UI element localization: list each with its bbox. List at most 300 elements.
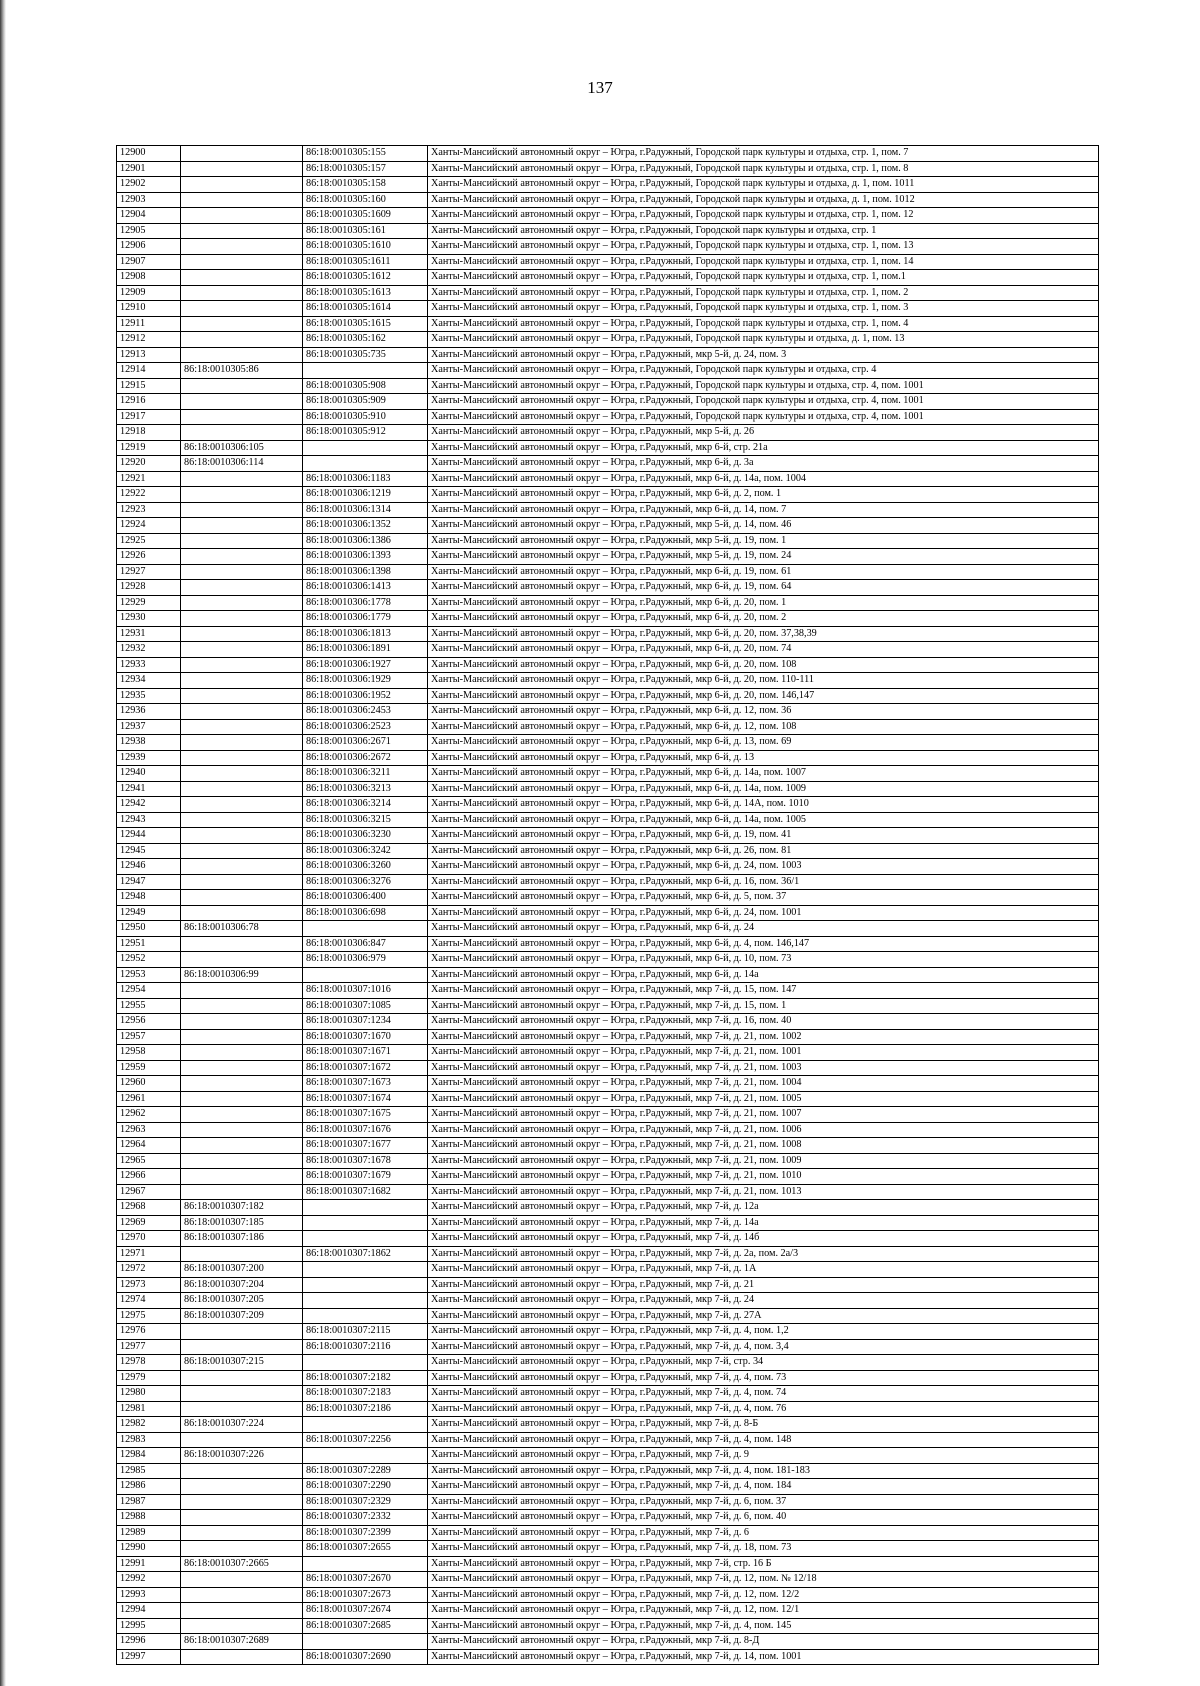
row-number-cell: 12913 <box>117 347 181 363</box>
address-cell: Ханты-Мансийский автономный округ – Югра, г.Радужный, мкр 6-й, д. 19, пом. 41 <box>428 828 1099 844</box>
address-cell: Ханты-Мансийский автономный округ – Югра, г.Радужный, мкр 7-й, д. 14б <box>428 1231 1099 1247</box>
object-cadastral-number-cell: 86:18:0010306:400 <box>303 890 428 906</box>
cadastral-number-cell: 86:18:0010307:204 <box>181 1277 303 1293</box>
row-number-cell: 12921 <box>117 471 181 487</box>
address-cell: Ханты-Мансийский автономный округ – Югра, г.Радужный, мкр 7-й, д. 21, пом. 1005 <box>428 1091 1099 1107</box>
row-number-cell: 12937 <box>117 719 181 735</box>
table-row <box>117 673 1099 689</box>
address-cell: Ханты-Мансийский автономный округ – Югра, г.Радужный, мкр 6-й, д. 20, пом. 108 <box>428 657 1099 673</box>
table-row <box>117 146 1099 162</box>
address-cell: Ханты-Мансийский автономный округ – Югра, г.Радужный, мкр 7-й, д. 6, пом. 37 <box>428 1494 1099 1510</box>
cadastral-number-cell <box>181 1510 303 1526</box>
row-number-cell: 12975 <box>117 1308 181 1324</box>
row-number-cell: 12930 <box>117 611 181 627</box>
address-cell: Ханты-Мансийский автономный округ – Югра, г.Радужный, мкр 7-й, д. 21, пом. 1004 <box>428 1076 1099 1092</box>
cadastral-number-cell <box>181 1339 303 1355</box>
row-number-cell: 12946 <box>117 859 181 875</box>
cadastral-number-cell <box>181 1184 303 1200</box>
row-number-cell: 12933 <box>117 657 181 673</box>
cadastral-number-cell <box>181 301 303 317</box>
table-row <box>117 1634 1099 1650</box>
address-cell: Ханты-Мансийский автономный округ – Югра, г.Радужный, мкр 6-й, д. 14А, пом. 1010 <box>428 797 1099 813</box>
table-row <box>117 1293 1099 1309</box>
address-cell: Ханты-Мансийский автономный округ – Югра, г.Радужный, мкр 7-й, д. 14, пом. 1001 <box>428 1649 1099 1665</box>
address-cell: Ханты-Мансийский автономный округ – Югра, г.Радужный, мкр 7-й, д. 14а <box>428 1215 1099 1231</box>
table-row <box>117 1262 1099 1278</box>
address-cell: Ханты-Мансийский автономный округ – Югра, г.Радужный, мкр 6-й, д. 4, пом. 146,147 <box>428 936 1099 952</box>
cadastral-number-cell <box>181 1541 303 1557</box>
row-number-cell: 12979 <box>117 1370 181 1386</box>
table-row <box>117 1525 1099 1541</box>
object-cadastral-number-cell: 86:18:0010305:912 <box>303 425 428 441</box>
table-row <box>117 967 1099 983</box>
row-number-cell: 12909 <box>117 285 181 301</box>
table-row <box>117 518 1099 534</box>
cadastral-number-cell <box>181 1138 303 1154</box>
address-cell: Ханты-Мансийский автономный округ – Югра, г.Радужный, мкр 6-й, д. 20, пом. 37,38,39 <box>428 626 1099 642</box>
table-row <box>117 1246 1099 1262</box>
row-number-cell: 12970 <box>117 1231 181 1247</box>
table-row <box>117 440 1099 456</box>
address-cell: Ханты-Мансийский автономный округ – Югра, г.Радужный, мкр 6-й, д. 14а, пом. 1004 <box>428 471 1099 487</box>
row-number-cell: 12990 <box>117 1541 181 1557</box>
cadastral-number-cell <box>181 316 303 332</box>
object-cadastral-number-cell: 86:18:0010307:1670 <box>303 1029 428 1045</box>
table-row <box>117 735 1099 751</box>
table-row <box>117 1603 1099 1619</box>
address-cell: Ханты-Мансийский автономный округ – Югра, г.Радужный, мкр 7-й, д. 21, пом. 1006 <box>428 1122 1099 1138</box>
row-number-cell: 12981 <box>117 1401 181 1417</box>
row-number-cell: 12916 <box>117 394 181 410</box>
row-number-cell: 12972 <box>117 1262 181 1278</box>
address-cell: Ханты-Мансийский автономный округ – Югра, г.Радужный, мкр 7-й, д. 21, пом. 1009 <box>428 1153 1099 1169</box>
table-row <box>117 1510 1099 1526</box>
address-cell: Ханты-Мансийский автономный округ – Югра, г.Радужный, мкр 5-й, д. 19, пом. 24 <box>428 549 1099 565</box>
table-row <box>117 223 1099 239</box>
row-number-cell: 12982 <box>117 1417 181 1433</box>
row-number-cell: 12987 <box>117 1494 181 1510</box>
table-row <box>117 936 1099 952</box>
row-number-cell: 12938 <box>117 735 181 751</box>
table-row <box>117 890 1099 906</box>
address-cell: Ханты-Мансийский автономный округ – Югра, г.Радужный, мкр 6-й, д. 2, пом. 1 <box>428 487 1099 503</box>
row-number-cell: 12917 <box>117 409 181 425</box>
row-number-cell: 12961 <box>117 1091 181 1107</box>
object-cadastral-number-cell: 86:18:0010307:1675 <box>303 1107 428 1123</box>
address-cell: Ханты-Мансийский автономный округ – Югра, г.Радужный, мкр 5-й, д. 14, пом. 46 <box>428 518 1099 534</box>
table-row <box>117 1277 1099 1293</box>
table-row <box>117 1587 1099 1603</box>
address-cell: Ханты-Мансийский автономный округ – Югра, г.Радужный, мкр 7-й, д. 12а <box>428 1200 1099 1216</box>
table-row <box>117 1355 1099 1371</box>
table-row <box>117 626 1099 642</box>
table-row <box>117 1370 1099 1386</box>
object-cadastral-number-cell <box>303 1355 428 1371</box>
row-number-cell: 12959 <box>117 1060 181 1076</box>
address-cell: Ханты-Мансийский автономный округ – Югра, г.Радужный, мкр 6-й, д. 3а <box>428 456 1099 472</box>
address-cell: Ханты-Мансийский автономный округ – Югра, г.Радужный, мкр 6-й, д. 13 <box>428 750 1099 766</box>
row-number-cell: 12905 <box>117 223 181 239</box>
row-number-cell: 12983 <box>117 1432 181 1448</box>
object-cadastral-number-cell: 86:18:0010305:155 <box>303 146 428 162</box>
row-number-cell: 12985 <box>117 1463 181 1479</box>
table-row <box>117 239 1099 255</box>
table-row <box>117 704 1099 720</box>
row-number-cell: 12980 <box>117 1386 181 1402</box>
address-cell: Ханты-Мансийский автономный округ – Югра, г.Радужный, мкр 7-й, д. 1А <box>428 1262 1099 1278</box>
address-cell: Ханты-Мансийский автономный округ – Югра, г.Радужный, мкр 7-й, д. 2а, пом. 2а/3 <box>428 1246 1099 1262</box>
address-cell: Ханты-Мансийский автономный округ – Югра, г.Радужный, мкр 6-й, д. 20, пом. 2 <box>428 611 1099 627</box>
row-number-cell: 12920 <box>117 456 181 472</box>
row-number-cell: 12984 <box>117 1448 181 1464</box>
object-cadastral-number-cell: 86:18:0010307:2289 <box>303 1463 428 1479</box>
row-number-cell: 12941 <box>117 781 181 797</box>
row-number-cell: 12986 <box>117 1479 181 1495</box>
object-cadastral-number-cell: 86:18:0010306:1927 <box>303 657 428 673</box>
table-row <box>117 1014 1099 1030</box>
cadastral-number-cell <box>181 781 303 797</box>
cadastral-number-cell <box>181 828 303 844</box>
row-number-cell: 12912 <box>117 332 181 348</box>
object-cadastral-number-cell: 86:18:0010306:1413 <box>303 580 428 596</box>
row-number-cell: 12906 <box>117 239 181 255</box>
table-row <box>117 1122 1099 1138</box>
cadastral-number-cell <box>181 859 303 875</box>
cadastral-number-cell <box>181 254 303 270</box>
table-row <box>117 301 1099 317</box>
address-cell: Ханты-Мансийский автономный округ – Югра, г.Радужный, мкр 6-й, д. 20, пом. 146,147 <box>428 688 1099 704</box>
cadastral-number-cell <box>181 1494 303 1510</box>
cadastral-number-cell <box>181 580 303 596</box>
cadastral-number-cell <box>181 1060 303 1076</box>
row-number-cell: 12903 <box>117 192 181 208</box>
row-number-cell: 12924 <box>117 518 181 534</box>
cadastral-number-cell <box>181 1370 303 1386</box>
object-cadastral-number-cell <box>303 1231 428 1247</box>
row-number-cell: 12911 <box>117 316 181 332</box>
row-number-cell: 12988 <box>117 1510 181 1526</box>
table-row <box>117 254 1099 270</box>
address-cell: Ханты-Мансийский автономный округ – Югра, г.Радужный, Городской парк культуры и отдыха, стр. 1 <box>428 223 1099 239</box>
address-cell: Ханты-Мансийский автономный округ – Югра, г.Радужный, мкр 7-й, д. 24 <box>428 1293 1099 1309</box>
row-number-cell: 12971 <box>117 1246 181 1262</box>
table-row <box>117 719 1099 735</box>
object-cadastral-number-cell <box>303 1448 428 1464</box>
address-cell: Ханты-Мансийский автономный округ – Югра, г.Радужный, мкр 5-й, д. 24, пом. 3 <box>428 347 1099 363</box>
table-row <box>117 161 1099 177</box>
address-cell: Ханты-Мансийский автономный округ – Югра, г.Радужный, мкр 6-й, д. 16, пом. 36/1 <box>428 874 1099 890</box>
table-row <box>117 859 1099 875</box>
table-row <box>117 642 1099 658</box>
object-cadastral-number-cell: 86:18:0010307:1676 <box>303 1122 428 1138</box>
row-number-cell: 12904 <box>117 208 181 224</box>
table-row <box>117 1138 1099 1154</box>
address-cell: Ханты-Мансийский автономный округ – Югра, г.Радужный, мкр 7-й, д. 4, пом. 181-183 <box>428 1463 1099 1479</box>
row-number-cell: 12994 <box>117 1603 181 1619</box>
cadastral-number-cell <box>181 843 303 859</box>
object-cadastral-number-cell: 86:18:0010305:161 <box>303 223 428 239</box>
address-cell: Ханты-Мансийский автономный округ – Югра, г.Радужный, Городской парк культуры и отдыха, стр. 1, пом. 7 <box>428 146 1099 162</box>
table-row <box>117 471 1099 487</box>
cadastral-number-cell: 86:18:0010306:114 <box>181 456 303 472</box>
object-cadastral-number-cell: 86:18:0010307:2685 <box>303 1618 428 1634</box>
address-cell: Ханты-Мансийский автономный округ – Югра, г.Радужный, мкр 6-й, д. 24, пом. 1003 <box>428 859 1099 875</box>
address-cell: Ханты-Мансийский автономный округ – Югра, г.Радужный, мкр 6-й, д. 14а, пом. 1007 <box>428 766 1099 782</box>
table-row <box>117 1324 1099 1340</box>
cadastral-number-cell <box>181 642 303 658</box>
address-cell: Ханты-Мансийский автономный округ – Югра, г.Радужный, мкр 7-й, д. 21, пом. 1002 <box>428 1029 1099 1045</box>
address-cell: Ханты-Мансийский автономный округ – Югра, г.Радужный, мкр 6-й, д. 10, пом. 73 <box>428 952 1099 968</box>
cadastral-number-cell <box>181 998 303 1014</box>
address-cell: Ханты-Мансийский автономный округ – Югра, г.Радужный, мкр 6-й, д. 24 <box>428 921 1099 937</box>
object-cadastral-number-cell: 86:18:0010307:2256 <box>303 1432 428 1448</box>
cadastral-number-cell <box>181 332 303 348</box>
object-cadastral-number-cell <box>303 1293 428 1309</box>
cadastral-number-cell: 86:18:0010307:224 <box>181 1417 303 1433</box>
row-number-cell: 12954 <box>117 983 181 999</box>
row-number-cell: 12966 <box>117 1169 181 1185</box>
cadastral-number-cell <box>181 595 303 611</box>
row-number-cell: 12940 <box>117 766 181 782</box>
object-cadastral-number-cell <box>303 1277 428 1293</box>
object-cadastral-number-cell: 86:18:0010307:2290 <box>303 1479 428 1495</box>
row-number-cell: 12956 <box>117 1014 181 1030</box>
cadastral-number-cell <box>181 1432 303 1448</box>
cadastral-number-cell <box>181 936 303 952</box>
object-cadastral-number-cell <box>303 363 428 379</box>
cadastral-number-cell <box>181 1618 303 1634</box>
row-number-cell: 12957 <box>117 1029 181 1045</box>
row-number-cell: 12950 <box>117 921 181 937</box>
object-cadastral-number-cell: 86:18:0010305:1611 <box>303 254 428 270</box>
row-number-cell: 12989 <box>117 1525 181 1541</box>
cadastral-number-cell <box>181 874 303 890</box>
address-cell: Ханты-Мансийский автономный округ – Югра, г.Радужный, мкр 5-й, д. 19, пом. 1 <box>428 533 1099 549</box>
table-row <box>117 1386 1099 1402</box>
row-number-cell: 12944 <box>117 828 181 844</box>
table-row <box>117 487 1099 503</box>
table-row <box>117 1479 1099 1495</box>
table-row <box>117 316 1099 332</box>
row-number-cell: 12915 <box>117 378 181 394</box>
object-cadastral-number-cell: 86:18:0010307:1682 <box>303 1184 428 1200</box>
table-row <box>117 1045 1099 1061</box>
cadastral-number-cell <box>181 611 303 627</box>
row-number-cell: 12995 <box>117 1618 181 1634</box>
object-cadastral-number-cell: 86:18:0010305:162 <box>303 332 428 348</box>
cadastral-number-cell <box>181 1107 303 1123</box>
cadastral-number-cell: 86:18:0010307:205 <box>181 1293 303 1309</box>
object-cadastral-number-cell: 86:18:0010306:1779 <box>303 611 428 627</box>
table-row <box>117 828 1099 844</box>
row-number-cell: 12907 <box>117 254 181 270</box>
table-row <box>117 564 1099 580</box>
object-cadastral-number-cell: 86:18:0010306:1393 <box>303 549 428 565</box>
address-cell: Ханты-Мансийский автономный округ – Югра, г.Радужный, мкр 7-й, д. 6, пом. 40 <box>428 1510 1099 1526</box>
table-row <box>117 921 1099 937</box>
object-cadastral-number-cell: 86:18:0010307:1679 <box>303 1169 428 1185</box>
row-number-cell: 12947 <box>117 874 181 890</box>
cadastral-number-cell: 86:18:0010305:86 <box>181 363 303 379</box>
table-row <box>117 1184 1099 1200</box>
cadastral-number-cell <box>181 223 303 239</box>
row-number-cell: 12932 <box>117 642 181 658</box>
address-cell: Ханты-Мансийский автономный округ – Югра, г.Радужный, мкр 7-й, д. 12, пом. 12/1 <box>428 1603 1099 1619</box>
address-cell: Ханты-Мансийский автономный округ – Югра, г.Радужный, мкр 6-й, д. 14а, пом. 1005 <box>428 812 1099 828</box>
object-cadastral-number-cell: 86:18:0010306:1929 <box>303 673 428 689</box>
row-number-cell: 12936 <box>117 704 181 720</box>
table-row <box>117 750 1099 766</box>
object-cadastral-number-cell: 86:18:0010306:2671 <box>303 735 428 751</box>
cadastral-number-cell <box>181 1572 303 1588</box>
cadastral-number-cell <box>181 673 303 689</box>
object-cadastral-number-cell: 86:18:0010307:1674 <box>303 1091 428 1107</box>
cadastral-number-cell <box>181 983 303 999</box>
address-cell: Ханты-Мансийский автономный округ – Югра, г.Радужный, мкр 7-й, стр. 16 Б <box>428 1556 1099 1572</box>
table-row <box>117 595 1099 611</box>
table-row <box>117 797 1099 813</box>
row-number-cell: 12927 <box>117 564 181 580</box>
table-row <box>117 347 1099 363</box>
object-cadastral-number-cell: 86:18:0010306:3260 <box>303 859 428 875</box>
cadastral-number-cell <box>181 1324 303 1340</box>
table-row <box>117 688 1099 704</box>
table-row <box>117 285 1099 301</box>
cadastral-number-cell <box>181 1246 303 1262</box>
address-cell: Ханты-Мансийский автономный округ – Югра, г.Радужный, мкр 6-й, д. 14а, пом. 1009 <box>428 781 1099 797</box>
table-row <box>117 580 1099 596</box>
object-cadastral-number-cell: 86:18:0010307:1671 <box>303 1045 428 1061</box>
object-cadastral-number-cell: 86:18:0010306:3211 <box>303 766 428 782</box>
cadastral-number-cell <box>181 1401 303 1417</box>
cadastral-number-cell: 86:18:0010307:200 <box>181 1262 303 1278</box>
table-row <box>117 1200 1099 1216</box>
cadastral-number-cell <box>181 905 303 921</box>
cadastral-number-cell <box>181 239 303 255</box>
row-number-cell: 12935 <box>117 688 181 704</box>
page-number: 137 <box>587 78 613 97</box>
table-row <box>117 192 1099 208</box>
object-cadastral-number-cell: 86:18:0010306:3214 <box>303 797 428 813</box>
object-cadastral-number-cell: 86:18:0010306:3276 <box>303 874 428 890</box>
table-row <box>117 363 1099 379</box>
address-cell: Ханты-Мансийский автономный округ – Югра, г.Радужный, мкр 7-й, д. 8-Д <box>428 1634 1099 1650</box>
table-row <box>117 394 1099 410</box>
address-cell: Ханты-Мансийский автономный округ – Югра, г.Радужный, мкр 7-й, д. 15, пом. 147 <box>428 983 1099 999</box>
object-cadastral-number-cell <box>303 456 428 472</box>
object-cadastral-number-cell: 86:18:0010307:1673 <box>303 1076 428 1092</box>
address-cell: Ханты-Мансийский автономный округ – Югра, г.Радужный, мкр 7-й, д. 21, пом. 1003 <box>428 1060 1099 1076</box>
row-number-cell: 12945 <box>117 843 181 859</box>
cadastral-number-cell <box>181 192 303 208</box>
address-cell: Ханты-Мансийский автономный округ – Югра, г.Радужный, мкр 7-й, д. 21, пом. 1013 <box>428 1184 1099 1200</box>
cadastral-number-cell <box>181 1122 303 1138</box>
row-number-cell: 12991 <box>117 1556 181 1572</box>
table-row <box>117 409 1099 425</box>
address-cell: Ханты-Мансийский автономный округ – Югра, г.Радужный, мкр 7-й, д. 21, пом. 1008 <box>428 1138 1099 1154</box>
cadastral-number-cell <box>181 409 303 425</box>
cadastral-number-cell <box>181 502 303 518</box>
object-cadastral-number-cell: 86:18:0010307:2399 <box>303 1525 428 1541</box>
cadastral-number-cell <box>181 177 303 193</box>
row-number-cell: 12997 <box>117 1649 181 1665</box>
row-number-cell: 12918 <box>117 425 181 441</box>
cadastral-number-cell <box>181 208 303 224</box>
object-cadastral-number-cell <box>303 1262 428 1278</box>
address-cell: Ханты-Мансийский автономный округ – Югра, г.Радужный, мкр 6-й, д. 19, пом. 64 <box>428 580 1099 596</box>
table-row <box>117 983 1099 999</box>
row-number-cell: 12974 <box>117 1293 181 1309</box>
row-number-cell: 12993 <box>117 1587 181 1603</box>
address-cell: Ханты-Мансийский автономный округ – Югра, г.Радужный, мкр 7-й, д. 4, пом. 1,2 <box>428 1324 1099 1340</box>
cadastral-number-cell: 86:18:0010307:2665 <box>181 1556 303 1572</box>
object-cadastral-number-cell: 86:18:0010307:2183 <box>303 1386 428 1402</box>
address-cell: Ханты-Мансийский автономный округ – Югра, г.Радужный, Городской парк культуры и отдыха, стр. 1, пом.1 <box>428 270 1099 286</box>
object-cadastral-number-cell: 86:18:0010306:698 <box>303 905 428 921</box>
table-row <box>117 905 1099 921</box>
table-row <box>117 1572 1099 1588</box>
cadastral-number-cell <box>181 766 303 782</box>
row-number-cell: 12914 <box>117 363 181 379</box>
address-cell: Ханты-Мансийский автономный округ – Югра, г.Радужный, мкр 6-й, д. 14а <box>428 967 1099 983</box>
address-cell: Ханты-Мансийский автономный округ – Югра, г.Радужный, Городской парк культуры и отдыха, стр. 1, пом. 8 <box>428 161 1099 177</box>
address-cell: Ханты-Мансийский автономный округ – Югра, г.Радужный, мкр 7-й, д. 6 <box>428 1525 1099 1541</box>
address-cell: Ханты-Мансийский автономный округ – Югра, г.Радужный, мкр 7-й, д. 4, пом. 145 <box>428 1618 1099 1634</box>
row-number-cell: 12925 <box>117 533 181 549</box>
object-cadastral-number-cell: 86:18:0010307:2332 <box>303 1510 428 1526</box>
address-cell: Ханты-Мансийский автономный округ – Югра, г.Радужный, мкр 6-й, д. 26, пом. 81 <box>428 843 1099 859</box>
object-cadastral-number-cell <box>303 1417 428 1433</box>
address-cell: Ханты-Мансийский автономный округ – Югра, г.Радужный, мкр 7-й, д. 4, пом. 148 <box>428 1432 1099 1448</box>
cadastral-number-cell <box>181 704 303 720</box>
object-cadastral-number-cell: 86:18:0010305:160 <box>303 192 428 208</box>
cadastral-number-cell: 86:18:0010306:105 <box>181 440 303 456</box>
object-cadastral-number-cell <box>303 1556 428 1572</box>
object-cadastral-number-cell: 86:18:0010305:908 <box>303 378 428 394</box>
address-cell: Ханты-Мансийский автономный округ – Югра, г.Радужный, мкр 7-й, д. 12, пом. 12/2 <box>428 1587 1099 1603</box>
address-cell: Ханты-Мансийский автономный округ – Югра, г.Радужный, мкр 6-й, д. 19, пом. 61 <box>428 564 1099 580</box>
address-cell: Ханты-Мансийский автономный округ – Югра, г.Радужный, Городской парк культуры и отдыха, стр. 1, пом. 12 <box>428 208 1099 224</box>
table-row <box>117 843 1099 859</box>
object-cadastral-number-cell <box>303 1308 428 1324</box>
address-cell: Ханты-Мансийский автономный округ – Югра, г.Радужный, мкр 7-й, д. 21, пом. 1001 <box>428 1045 1099 1061</box>
cadastral-number-cell <box>181 657 303 673</box>
object-cadastral-number-cell: 86:18:0010305:910 <box>303 409 428 425</box>
cadastral-number-cell: 86:18:0010307:215 <box>181 1355 303 1371</box>
table-row <box>117 1339 1099 1355</box>
cadastral-number-cell: 86:18:0010307:186 <box>181 1231 303 1247</box>
object-cadastral-number-cell: 86:18:0010305:735 <box>303 347 428 363</box>
address-cell: Ханты-Мансийский автономный округ – Югра, г.Радужный, мкр 7-й, д. 4, пом. 76 <box>428 1401 1099 1417</box>
object-cadastral-number-cell: 86:18:0010307:2182 <box>303 1370 428 1386</box>
row-number-cell: 12969 <box>117 1215 181 1231</box>
cadastral-number-cell <box>181 1587 303 1603</box>
table-row <box>117 1618 1099 1634</box>
address-cell: Ханты-Мансийский автономный округ – Югра, г.Радужный, мкр 6-й, д. 13, пом. 69 <box>428 735 1099 751</box>
address-cell: Ханты-Мансийский автономный округ – Югра, г.Радужный, мкр 6-й, д. 20, пом. 1 <box>428 595 1099 611</box>
object-cadastral-number-cell: 86:18:0010305:1615 <box>303 316 428 332</box>
object-cadastral-number-cell: 86:18:0010307:2115 <box>303 1324 428 1340</box>
address-cell: Ханты-Мансийский автономный округ – Югра, г.Радужный, Городской парк культуры и отдыха, стр. 1, пом. 2 <box>428 285 1099 301</box>
cadastral-number-cell <box>181 146 303 162</box>
cadastral-number-cell <box>181 688 303 704</box>
cadastral-number-cell <box>181 471 303 487</box>
object-cadastral-number-cell: 86:18:0010305:1609 <box>303 208 428 224</box>
row-number-cell: 12908 <box>117 270 181 286</box>
row-number-cell: 12977 <box>117 1339 181 1355</box>
row-number-cell: 12910 <box>117 301 181 317</box>
object-cadastral-number-cell: 86:18:0010307:2329 <box>303 1494 428 1510</box>
